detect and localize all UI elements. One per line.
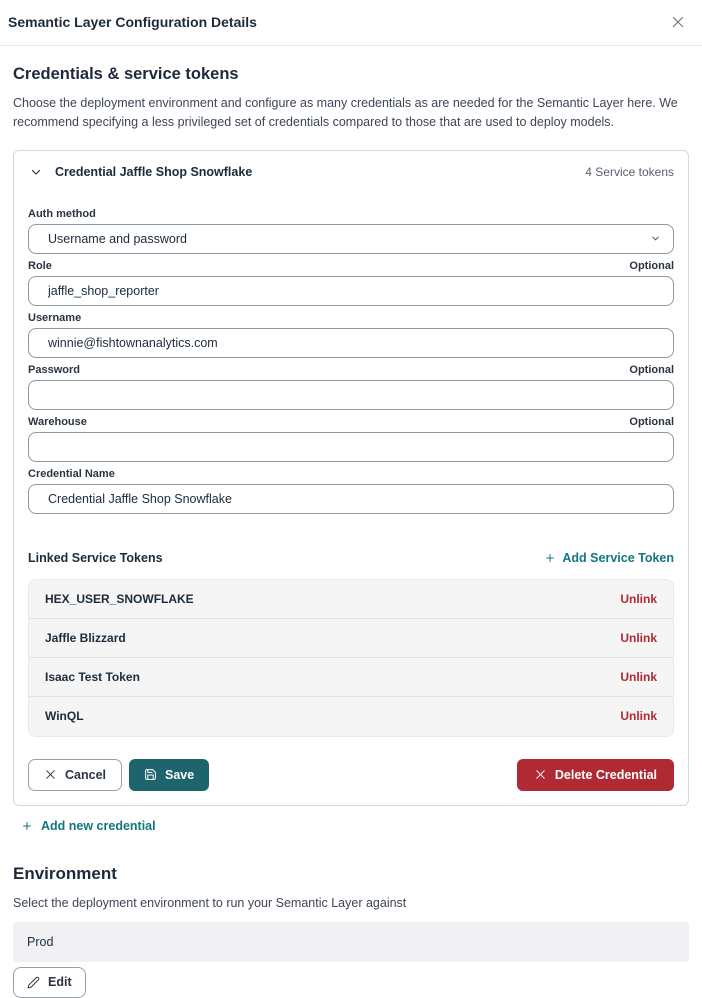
close-icon[interactable]: [668, 12, 688, 32]
delete-credential-label: Delete Credential: [554, 767, 657, 782]
service-token-name: Isaac Test Token: [45, 669, 140, 684]
credential-actions: [28, 759, 674, 791]
credentials-section-heading: Credentials & service tokens: [13, 65, 239, 83]
delete-credential-button[interactable]: [517, 759, 674, 791]
unlink-button[interactable]: Unlink: [620, 630, 657, 645]
credentials-section-description: Choose the deployment environment and configure as many credentials as are needed for the Semantic Layer here. We recommend specifying a less privileged set of credentials compared to those that are used to deploy models.: [13, 96, 678, 130]
cancel-button-label: Cancel: [65, 767, 106, 782]
service-token-row: [29, 658, 673, 697]
edit-environment-label: Edit: [48, 975, 72, 989]
environment-section-heading: Environment: [13, 863, 117, 883]
x-icon: [534, 768, 547, 781]
x-icon: [44, 768, 57, 781]
warehouse-input[interactable]: [28, 432, 674, 462]
password-field: [28, 364, 674, 410]
service-token-row: [29, 619, 673, 658]
credential-name-label: Credential Name: [28, 467, 115, 480]
add-new-credential-label: Add new credential: [41, 818, 156, 833]
add-service-token-button[interactable]: [544, 551, 674, 565]
plus-icon: [544, 552, 556, 564]
environment-section-description: Select the deployment environment to run your Semantic Layer against: [13, 895, 407, 910]
warehouse-label: Warehouse: [28, 415, 87, 428]
linked-tokens-title: Linked Service Tokens: [28, 550, 163, 565]
service-token-count: 4 Service tokens: [585, 164, 674, 179]
password-label: Password: [28, 363, 80, 376]
chevron-down-icon: [650, 233, 661, 244]
pencil-icon: [27, 976, 40, 989]
username-input[interactable]: [28, 328, 674, 358]
role-input[interactable]: [28, 276, 674, 306]
credential-name-input[interactable]: [28, 484, 674, 514]
role-label: Role: [28, 259, 52, 272]
role-field: [28, 260, 674, 306]
role-optional-badge: Optional: [629, 259, 674, 272]
username-field: [28, 312, 674, 358]
credential-card-title: Credential Jaffle Shop Snowflake: [55, 164, 253, 179]
service-token-name: HEX_USER_SNOWFLAKE: [45, 591, 194, 606]
service-token-row: [29, 580, 673, 619]
unlink-button[interactable]: Unlink: [620, 591, 657, 606]
save-button-label: Save: [165, 767, 195, 782]
credential-card-header: [28, 164, 674, 180]
plus-icon: [21, 820, 33, 832]
warehouse-optional-badge: Optional: [629, 415, 674, 428]
auth-method-select[interactable]: [28, 224, 674, 254]
warehouse-field: [28, 416, 674, 462]
modal-header: [0, 0, 702, 46]
service-token-row: [29, 697, 673, 736]
linked-tokens-header: [28, 551, 674, 565]
username-label: Username: [28, 311, 82, 324]
auth-method-field: [28, 208, 674, 254]
environment-value: Prod: [13, 922, 689, 962]
save-icon: [144, 768, 157, 781]
modal-title: Semantic Layer Configuration Details: [8, 14, 257, 30]
add-service-token-label: Add Service Token: [562, 550, 674, 565]
password-input[interactable]: [28, 380, 674, 410]
cancel-button[interactable]: [28, 759, 122, 791]
credential-name-field: [28, 468, 674, 514]
password-optional-badge: Optional: [629, 363, 674, 376]
unlink-button[interactable]: Unlink: [620, 669, 657, 684]
auth-method-selected-value: Username and password: [48, 231, 187, 246]
credential-card: [13, 150, 689, 806]
service-token-name: WinQL: [45, 709, 84, 724]
modal-body: [0, 65, 702, 998]
service-token-name: Jaffle Blizzard: [45, 630, 126, 645]
save-button[interactable]: [129, 759, 209, 791]
edit-environment-button[interactable]: [13, 967, 86, 998]
unlink-button[interactable]: Unlink: [620, 709, 657, 724]
auth-method-label: Auth method: [28, 207, 96, 220]
add-new-credential-button[interactable]: [21, 819, 156, 833]
service-token-list: [28, 579, 674, 737]
chevron-down-icon[interactable]: [28, 164, 44, 180]
